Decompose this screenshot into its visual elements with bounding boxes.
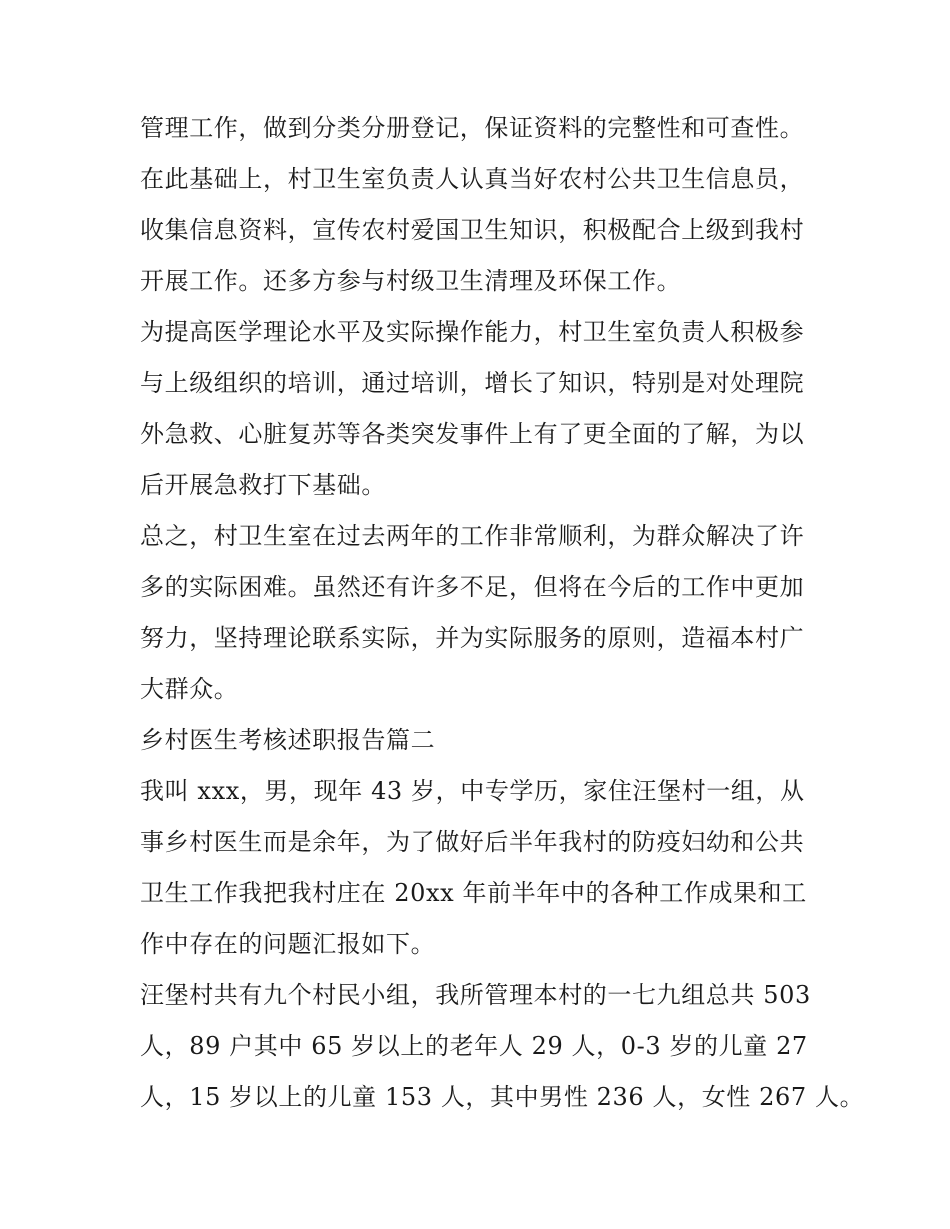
text-line: 为提高医学理论水平及实际操作能力，村卫生室负责人积极参 [140,318,805,346]
text-line: 总之，村卫生室在过去两年的工作非常顺利，为群众解决了许 [140,522,805,550]
text-line: 后开展急救打下基础。 [140,471,386,499]
text-line: 人，15 岁以上的儿童 153 人，其中男性 236 人，女性 267 人。 [140,1083,865,1111]
text-line: 大群众。 [140,675,239,703]
text-line: 开展工作。还多方参与村级卫生清理及环保工作。 [140,267,682,295]
text-line: 汪堡村共有九个村民小组，我所管理本村的一七九组总共 503 [140,981,811,1009]
section-heading: 乡村医生考核述职报告篇二 [140,726,436,754]
text-line: 我叫 xxx，男，现年 43 岁，中专学历，家住汪堡村一组，从 [140,777,805,805]
text-line: 收集信息资料，宣传农村爱国卫生知识，积极配合上级到我村 [140,216,805,244]
text-line: 事乡村医生而是余年，为了做好后半年我村的防疫妇幼和公共 [140,828,805,856]
text-line: 管理工作，做到分类分册登记，保证资料的完整性和可查性。 [140,114,805,142]
text-line: 人，89 户其中 65 岁以上的老年人 29 人，0-3 岁的儿童 27 [140,1032,808,1060]
text-line: 与上级组织的培训，通过培训，增长了知识，特别是对处理院 [140,369,805,397]
text-line: 卫生工作我把我村庄在 20xx 年前半年中的各种工作成果和工 [140,879,807,907]
text-line: 努力，坚持理论联系实际，并为实际服务的原则，造福本村广 [140,624,805,652]
text-line: 外急救、心脏复苏等各类突发事件上有了更全面的了解，为以 [140,420,805,448]
text-line: 在此基础上，村卫生室负责人认真当好农村公共卫生信息员， [140,165,805,193]
text-line: 多的实际困难。虽然还有许多不足，但将在今后的工作中更加 [140,573,805,601]
text-line: 作中存在的问题汇报如下。 [140,930,436,958]
